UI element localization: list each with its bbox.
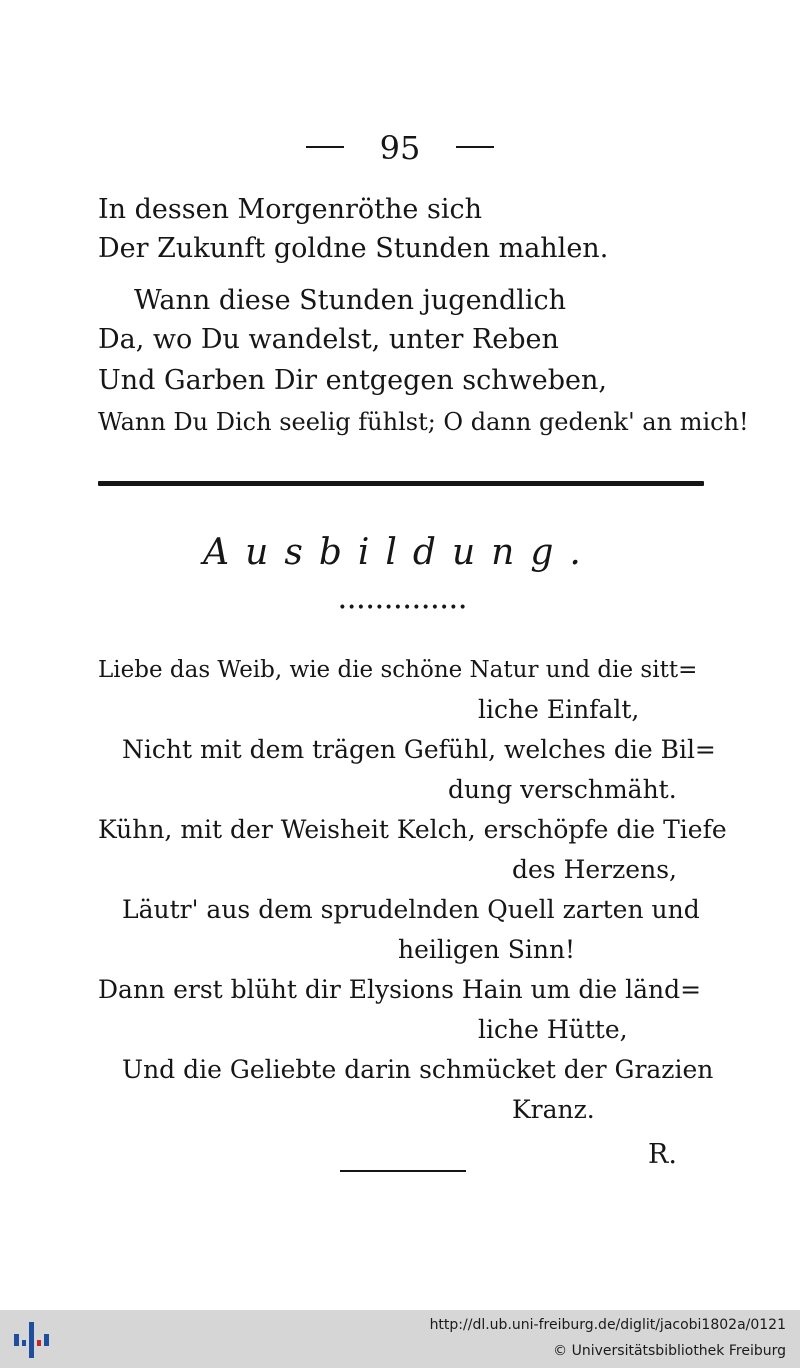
author-signature: R.: [648, 1139, 677, 1170]
poem-line-8: heiligen Sinn!: [398, 935, 576, 964]
section-divider: [98, 481, 704, 486]
stanza-line-2: Der Zukunft goldne Stunden mahlen.: [98, 233, 609, 264]
poem-line-3: Nicht mit dem trägen Gefühl, welches die Bil=: [122, 735, 716, 764]
poem-title: Ausbildung.: [203, 532, 597, 573]
stanza-line-1: In dessen Morgenröthe sich: [98, 194, 482, 225]
page-number-text: 95: [379, 129, 421, 167]
poem-line-2: liche Einfalt,: [478, 695, 640, 724]
poem-line-6: des Herzens,: [512, 855, 677, 884]
stanza-line-6: Wann Du Dich seelig fühlst; O dann gedenk' an mich!: [98, 408, 749, 436]
poem-line-9: Dann erst blüht dir Elysions Hain um die länd=: [98, 975, 702, 1004]
poem-line-5: Kühn, mit der Weisheit Kelch, erschöpfe die Tiefe: [98, 815, 727, 844]
poem-line-7: Läutr' aus dem sprudelnden Quell zarten und: [122, 895, 700, 924]
viewer-footer: [0, 1310, 800, 1368]
source-url[interactable]: http://dl.ub.uni-freiburg.de/diglit/jacobi1802a/0121: [429, 1317, 786, 1333]
page-number-dash-right: [456, 146, 494, 148]
title-ornament: ••••••••••••••: [338, 600, 468, 616]
stanza-line-5: Und Garben Dir entgegen schweben,: [98, 365, 607, 396]
stanza-line-3: Wann diese Stunden jugendlich: [134, 285, 567, 316]
poem-line-4: dung verschmäht.: [448, 775, 677, 804]
poem-line-11: Und die Geliebte darin schmücket der Grazien: [122, 1055, 714, 1084]
closing-rule: [340, 1170, 466, 1172]
poem-line-1: Liebe das Weib, wie die schöne Natur und die sitt=: [98, 657, 698, 683]
stanza-line-4: Da, wo Du wandelst, unter Reben: [98, 324, 559, 355]
library-logo-icon: [12, 1320, 52, 1360]
poem-line-10: liche Hütte,: [478, 1015, 628, 1044]
poem-line-12: Kranz.: [512, 1095, 595, 1124]
page-number: [300, 126, 500, 170]
copyright-notice: © Universitätsbibliothek Freiburg: [553, 1343, 786, 1359]
